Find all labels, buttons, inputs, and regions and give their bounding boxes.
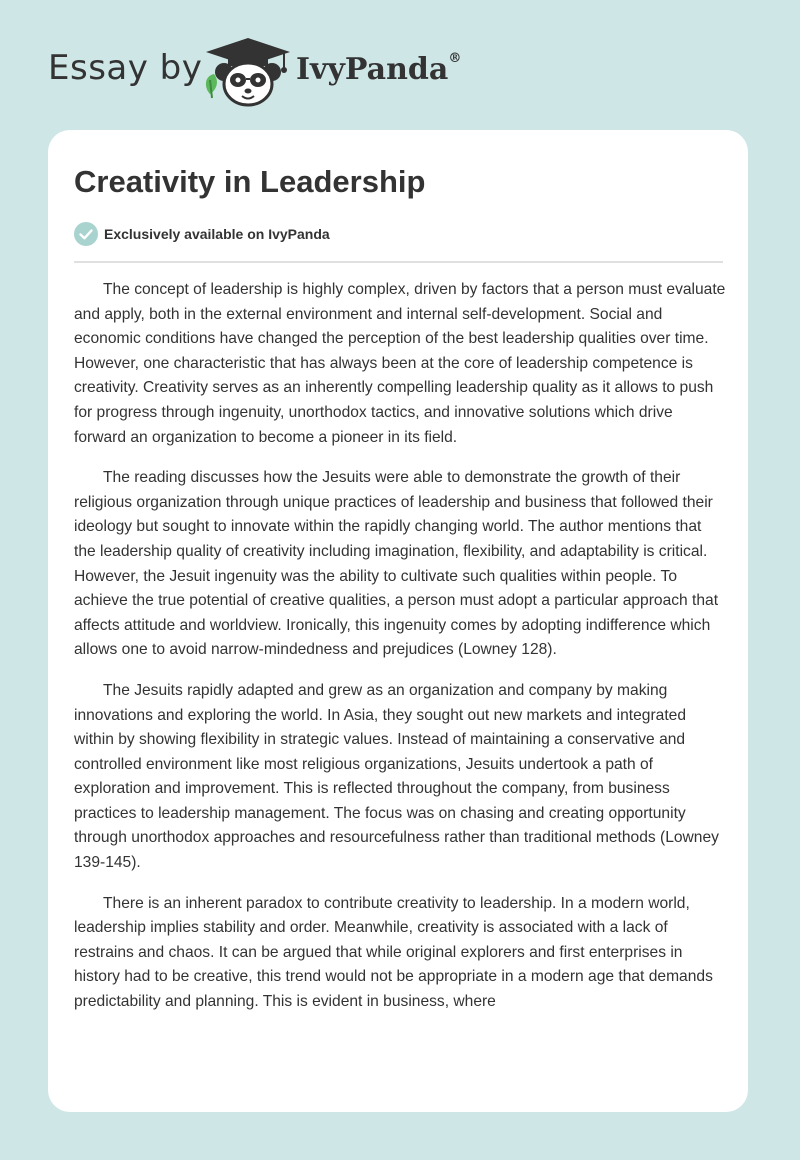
essay-paragraph: There is an inherent paradox to contribute creativity to leadership. In a modern world, leadership implies stability and order. Meanwhile, creativity is associated with a lack of restrains and chaos. It can be argued that while original explorers and first enterprises in history had to be creative, this trend would not be appropriate in a modern age that demands predictability and planning. This is evident in business, where bbox=[74, 894, 713, 1011]
check-circle-icon bbox=[74, 222, 98, 246]
site-header bbox=[0, 0, 800, 130]
essay-card bbox=[48, 130, 748, 1112]
availability-text: Exclusively available on IvyPanda bbox=[104, 226, 330, 242]
registered-mark: ® bbox=[448, 51, 462, 66]
availability-badge bbox=[74, 222, 330, 246]
essay-paragraph: The concept of leadership is highly complex, driven by factors that a person must evaluate and apply, both in the external environment and internal self-development. Social and economic conditions have changed the perception of the best leadership qualities over time. However, one characteristic that has always been at the core of leadership competence is creativity. Creativity serves as an inherently compelling leadership quality as it allows to push for progress through ingenuity, unorthodox tactics, and innovative solutions which drive forward an organization to become a pioneer in its field. bbox=[74, 281, 726, 446]
essay-paragraph: The reading discusses how the Jesuits were able to demonstrate the growth of their religious organization through unique practices of leadership and business that followed their ideology but sought to innovate within the rapidly changing world. The author mentions that the leadership quality of creativity including imagination, flexibility, and adaptability is critical. However, the Jesuit ingenuity was the ability to cultivate such qualities within people. To achieve the true potential of creative qualities, a person must adopt a particular approach that affects attitude and worldview. Ironically, this ingenuity comes by adopting indifference which allows one to avoid narrow-mindedness and prejudices (Lowney 128). bbox=[74, 469, 719, 659]
essay-body bbox=[74, 278, 726, 1031]
title-divider bbox=[74, 261, 723, 263]
essay-by-label: Essay by bbox=[48, 48, 203, 88]
essay-paragraph: The Jesuits rapidly adapted and grew as an organization and company by making innovations and exploring the world. In Asia, they sought out new markets and integrated within by showing flexibility in strategic values. Instead of maintaining a conservative and controlled environment like most religious organizations, Jesuits undertook a path of exploration and improvement. This is reflected throughout the company, from business practices to leadership management. The focus was on chasing and creating opportunity through unorthodox approaches and resourcefulness rather than traditional methods (Lowney 139-145). bbox=[74, 681, 719, 872]
brand-name-text: IvyPanda bbox=[296, 52, 449, 87]
brand-name[interactable] bbox=[296, 52, 461, 87]
panda-graduation-cap-icon[interactable] bbox=[200, 34, 296, 110]
essay-title: Creativity in Leadership bbox=[74, 164, 426, 199]
